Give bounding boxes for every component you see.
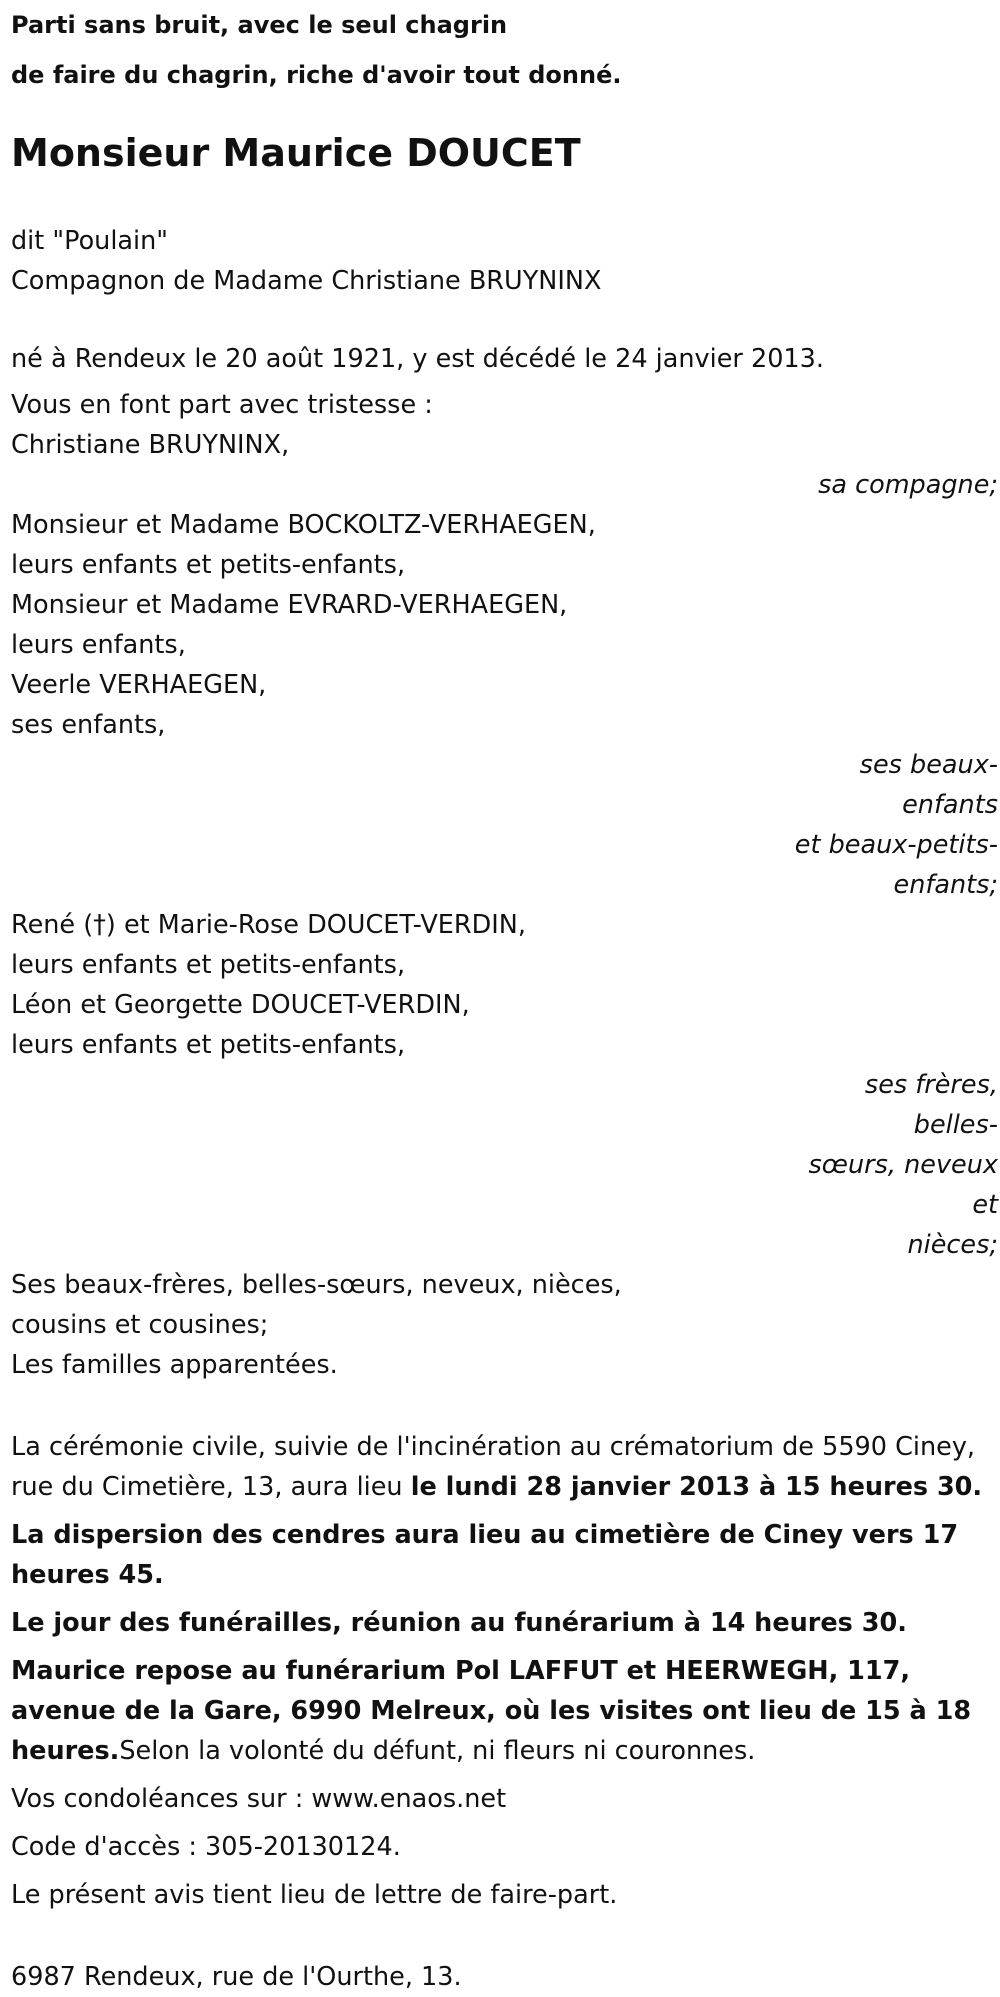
nickname: dit "Poulain" bbox=[11, 226, 169, 256]
epitaph-quote bbox=[11, 0, 1000, 100]
announcer-name: leurs enfants et petits-enfants, bbox=[11, 1030, 406, 1060]
deceased-name: Monsieur Maurice DOUCET bbox=[11, 131, 581, 175]
reunion-paragraph: Le jour des funérailles, réunion au funérarium à 14 heures 30. bbox=[11, 1608, 907, 1638]
announcer-name: Léon et Georgette DOUCET-VERDIN, bbox=[11, 990, 470, 1020]
relation-label bbox=[776, 745, 998, 905]
relation-line: et beaux-petits- bbox=[794, 830, 998, 860]
ceremony-date: le lundi 28 janvier 2013 à 15 heures 30. bbox=[410, 1472, 983, 1502]
announcer-name: Monsieur et Madame BOCKOLTZ-VERHAEGEN, bbox=[11, 510, 596, 540]
relation-label bbox=[776, 1065, 998, 1265]
announcers-intro: Vous en font part avec tristesse : bbox=[11, 390, 433, 420]
announcer-name: leurs enfants et petits-enfants, bbox=[11, 550, 406, 580]
other-relatives-line: Les familles apparentées. bbox=[11, 1350, 338, 1380]
relation-line: ses frères, belles- bbox=[864, 1070, 998, 1140]
quote-line-2: de faire du chagrin, riche d'avoir tout donné. bbox=[11, 61, 622, 89]
relation-line: nièces; bbox=[907, 1230, 998, 1260]
other-relatives-line: cousins et cousines; bbox=[11, 1310, 269, 1340]
announcer-name: Monsieur et Madame EVRARD-VERHAEGEN, bbox=[11, 590, 568, 620]
address-line: 6987 Rendeux, rue de l'Ourthe, 13. bbox=[11, 1962, 462, 1992]
repose-text: Maurice repose au funérarium Pol LAFFUT et HEERWEGH, 117, avenue de la Gare, 6990 Melreux, où les visites ont lieu de 15 à 18 heures. bbox=[11, 1656, 972, 1766]
partner-line: Compagnon de Madame Christiane BRUYNINX bbox=[11, 266, 602, 296]
wishes-text: Selon la volonté du défunt, ni fleurs ni couronnes. bbox=[119, 1736, 756, 1766]
announcer-name: leurs enfants, bbox=[11, 630, 186, 660]
ceremony-text: La cérémonie civile, suivie de l'incinération au crématorium de 5590 Ciney, rue du Cimetière, 13, aura lieu bbox=[11, 1432, 976, 1502]
relation-line: enfants; bbox=[893, 870, 998, 900]
notice-line: Le présent avis tient lieu de lettre de faire-part. bbox=[11, 1880, 618, 1910]
announcer-name: René (†) et Marie-Rose DOUCET-VERDIN, bbox=[11, 910, 526, 940]
announcer-name: Christiane BRUYNINX, bbox=[11, 430, 290, 460]
announcer-name: leurs enfants et petits-enfants, bbox=[11, 950, 406, 980]
birth-death-line: né à Rendeux le 20 août 1921, y est décédé le 24 janvier 2013. bbox=[11, 344, 824, 374]
relation-line: ses beaux-enfants bbox=[859, 750, 998, 820]
announcer-name: ses enfants, bbox=[11, 710, 166, 740]
relation-label: sa compagne; bbox=[818, 470, 998, 500]
condolences-website: Vos condoléances sur : www.enaos.net bbox=[11, 1784, 507, 1814]
relation-line: sœurs, neveux et bbox=[808, 1150, 998, 1220]
dispersion-paragraph: La dispersion des cendres aura lieu au cimetière de Ciney vers 17 heures 45. bbox=[11, 1520, 959, 1590]
announcer-name: Veerle VERHAEGEN, bbox=[11, 670, 267, 700]
ceremony-paragraph bbox=[11, 1427, 1000, 1507]
other-relatives-line: Ses beaux-frères, belles-sœurs, neveux, nièces, bbox=[11, 1270, 622, 1300]
access-code: Code d'accès : 305-20130124. bbox=[11, 1832, 401, 1862]
repose-paragraph bbox=[11, 1651, 1000, 1771]
quote-line-1: Parti sans bruit, avec le seul chagrin bbox=[11, 11, 508, 39]
